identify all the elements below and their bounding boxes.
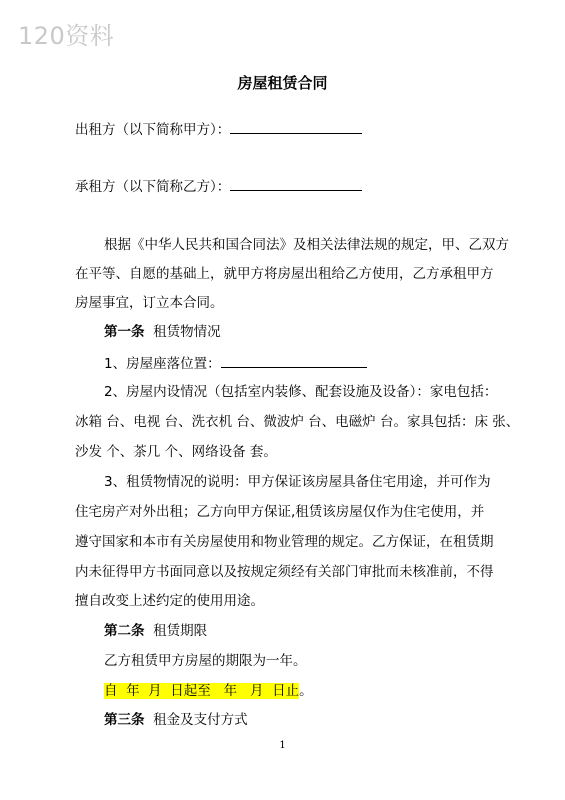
- article-2-heading: [104, 622, 524, 640]
- article-1-number: 第一条: [104, 324, 145, 340]
- document-title: 房屋租赁合同: [237, 74, 328, 92]
- lease-dates-line: [104, 682, 524, 700]
- article-1-heading: [104, 323, 524, 341]
- page-number: 1: [279, 740, 286, 751]
- article-1-item-3-line-2: 住宅房产对外出租；乙方向甲方保证,租赁该房屋仅作为住宅使用，并: [75, 504, 485, 520]
- article-1-title: 租赁物情况: [153, 324, 221, 340]
- lessee-blank: [230, 176, 362, 191]
- lease-dates-end: 。: [299, 683, 313, 699]
- lessee-label: 承租方（以下简称乙方）：: [75, 179, 231, 195]
- article-1-item-3-line-4: 内未征得甲方书面同意以及按规定须经有关部门审批而未核准前，不得: [75, 564, 494, 580]
- lease-dates-highlight: 自 年 月 日起至 年 月 日止: [104, 683, 300, 699]
- article-1-item-3-line-1: 3、租赁物情况的说明：甲方保证该房屋具备住宅用途，并可作为: [104, 474, 491, 490]
- article-1-item-3-line-5: 擅自改变上述约定的使用用途。: [75, 593, 264, 609]
- article-3-heading: [104, 711, 524, 729]
- lessor-label: 出租方（以下简称甲方）：: [75, 122, 231, 138]
- lessor-line: [75, 119, 495, 139]
- article-1-item-2-line-1: 2、房屋内设情况（包括室内装修、配套设施及设备）：家电包括：: [104, 384, 498, 400]
- lease-term-line: 乙方租赁甲方房屋的期限为一年。: [104, 653, 307, 669]
- article-1-item-2-line-2: 冰箱 台、电视 台、洗衣机 台、微波炉 台、电磁炉 台。家具包括：床 张、: [75, 414, 520, 430]
- location-label: 1、房屋座落位置：: [104, 356, 221, 372]
- article-1-item-2-line-3: 沙发 个、茶几 个、网络设备 套。: [75, 444, 277, 460]
- article-1-item-1: [104, 353, 524, 373]
- article-1-item-3-line-3: 遵守国家和本市有关房屋使用和物业管理的规定。乙方保证，在租赁期: [75, 534, 494, 550]
- location-blank: [221, 353, 367, 368]
- lessor-blank: [230, 119, 362, 134]
- intro-line-2: 在平等、自愿的基础上，就甲方将房屋出租给乙方使用，乙方承租甲方: [75, 266, 494, 282]
- intro-line-1: 根据《中华人民共和国合同法》及相关法律法规的规定，甲、乙双方: [104, 237, 509, 253]
- article-3-title: 租金及支付方式: [153, 712, 248, 728]
- article-2-title: 租赁期限: [153, 623, 208, 639]
- lessee-line: [75, 176, 495, 196]
- intro-line-3: 房屋事宜，订立本合同。: [75, 295, 224, 311]
- watermark: 120资料: [18, 22, 115, 50]
- article-2-number: 第二条: [104, 623, 145, 639]
- article-3-number: 第三条: [104, 712, 145, 728]
